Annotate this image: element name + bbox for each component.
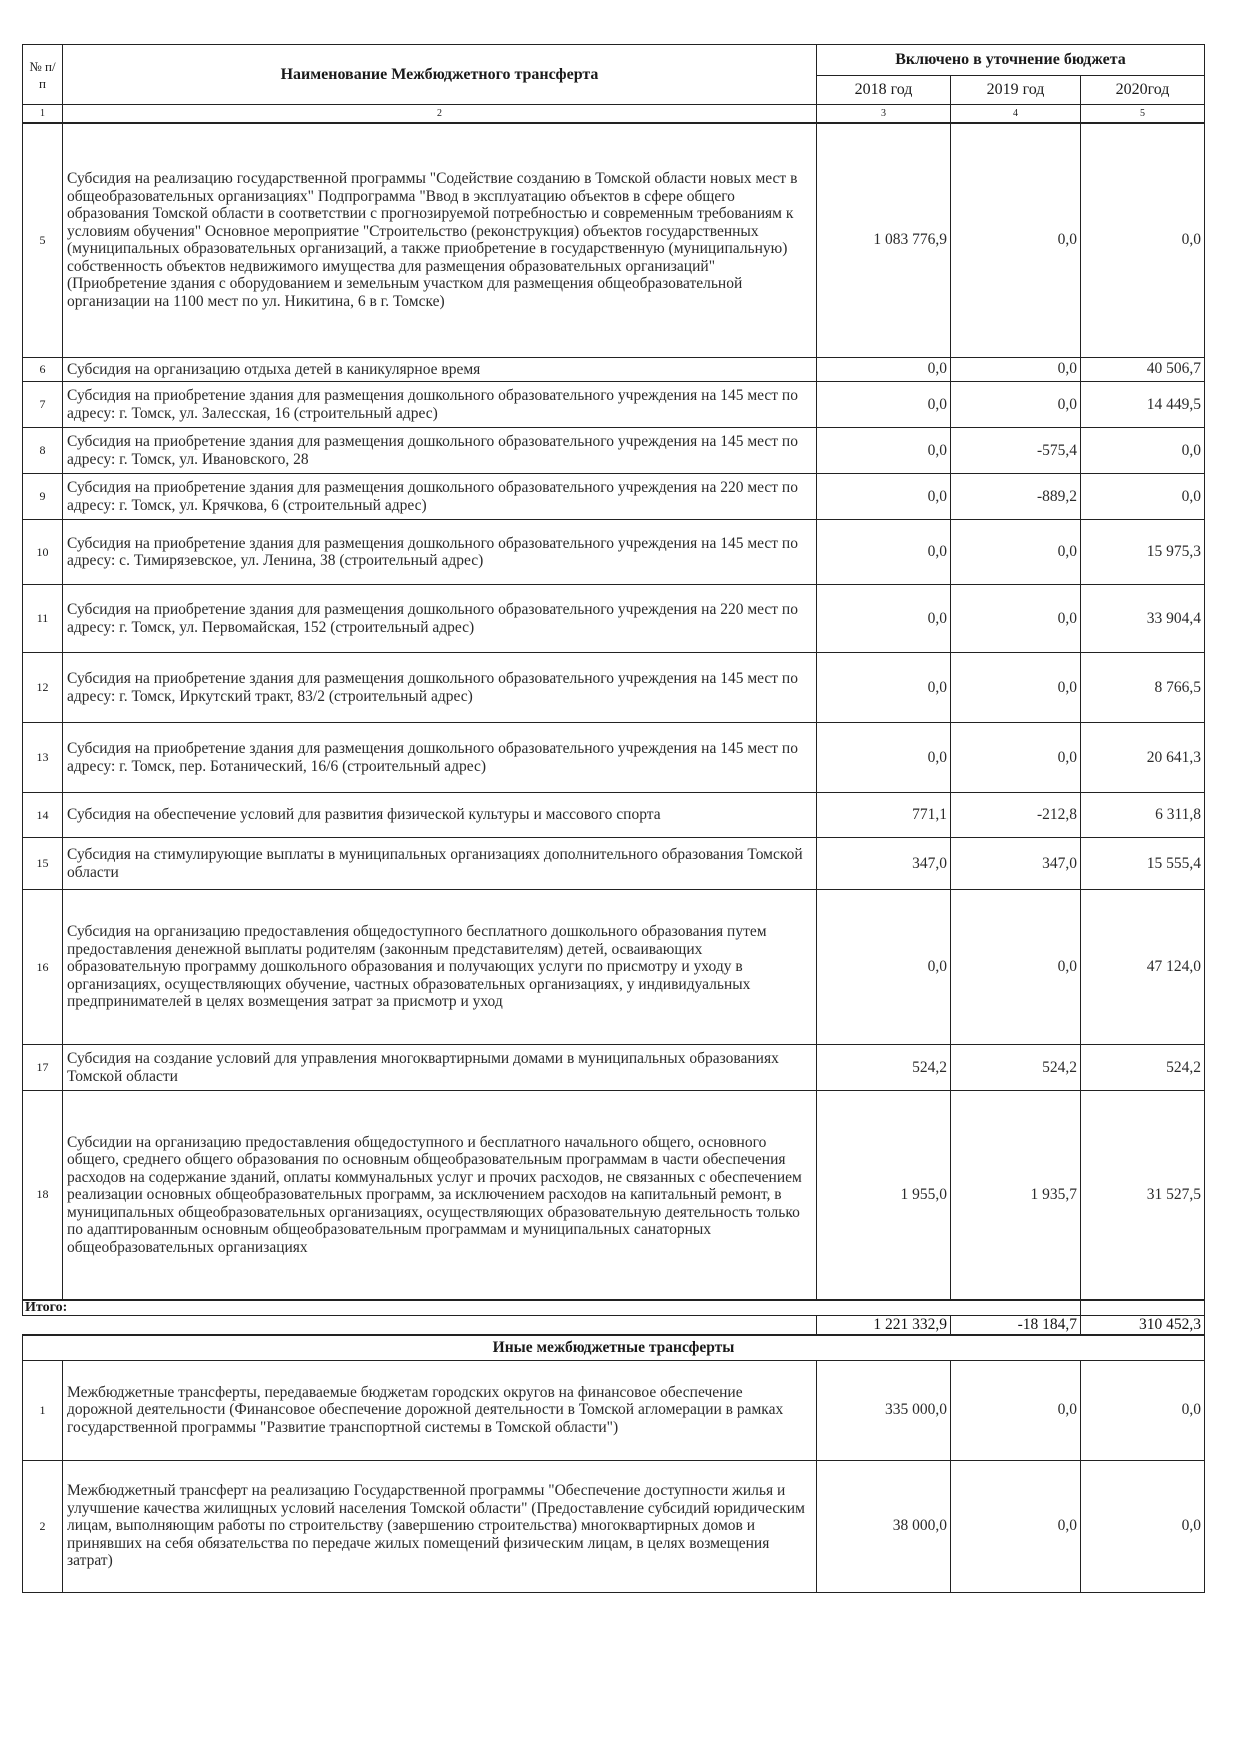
row-number: 14 <box>23 793 63 838</box>
transfer-name: Субсидия на приобретение здания для размещения дошкольного образовательного учреждения на 220 мест по адресу: г. Томск, ул. Крячкова, 6 (строительный адрес) <box>63 474 817 520</box>
value-2018: 335 000,0 <box>817 1360 951 1460</box>
total-row <box>23 1315 1205 1335</box>
table-header <box>23 45 1205 124</box>
value-2020: 0,0 <box>1081 474 1205 520</box>
value-2018: 771,1 <box>817 793 951 838</box>
transfer-name: Субсидия на создание условий для управления многоквартирными домами в муниципальных образованиях Томской области <box>63 1045 817 1091</box>
year-header-2018: 2018 год <box>817 76 951 105</box>
transfer-name: Субсидия на приобретение здания для размещения дошкольного образовательного учреждения на 145 мест по адресу: с. Тимирязевское, ул. Ленина, 38 (строительный адрес) <box>63 520 817 585</box>
table-row <box>23 723 1205 793</box>
section-header-row <box>23 1335 1205 1361</box>
value-2019: 1 935,7 <box>951 1091 1081 1300</box>
row-number: 17 <box>23 1045 63 1091</box>
value-2019: 0,0 <box>951 1360 1081 1460</box>
column-number: 3 <box>817 105 951 124</box>
value-2019: 0,0 <box>951 382 1081 428</box>
value-2018: 524,2 <box>817 1045 951 1091</box>
value-2020: 15 555,4 <box>1081 838 1205 890</box>
table-row <box>23 793 1205 838</box>
row-number: 6 <box>23 357 63 382</box>
column-number: 4 <box>951 105 1081 124</box>
value-2019: 0,0 <box>951 357 1081 382</box>
table-row <box>23 653 1205 723</box>
table-row <box>23 838 1205 890</box>
table-row <box>23 890 1205 1045</box>
value-2019: -212,8 <box>951 793 1081 838</box>
value-2020: 33 904,4 <box>1081 585 1205 653</box>
total-2019: -18 184,7 <box>951 1315 1081 1335</box>
value-2020: 0,0 <box>1081 428 1205 474</box>
value-2018: 0,0 <box>817 653 951 723</box>
transfer-name: Субсидия на приобретение здания для размещения дошкольного образовательного учреждения на 145 мест по адресу: г. Томск, Иркутский тракт, 83/2 (строительный адрес) <box>63 653 817 723</box>
column-number: 2 <box>63 105 817 124</box>
section-title: Иные межбюджетные трансферты <box>23 1335 1205 1361</box>
value-2020: 14 449,5 <box>1081 382 1205 428</box>
transfer-name: Субсидия на стимулирующие выплаты в муниципальных организациях дополнительного образования Томской области <box>63 838 817 890</box>
value-2019: 0,0 <box>951 1460 1081 1592</box>
group-header: Включено в уточнение бюджета <box>817 45 1205 76</box>
row-number: 13 <box>23 723 63 793</box>
transfer-name: Межбюджетный трансферт на реализацию Государственной программы "Обеспечение доступности жилья и улучшение качества жилищных условий населения Томской области" (Предоставление субсидий юридическим лицам, выполняющим работы по строительству (завершению строительства) многоквартирных домов и принявших на себя обязательства по передаче жилых помещений физическим лицам, в целях возмещения затрат) <box>63 1460 817 1592</box>
other-transfer-rows <box>23 1360 1205 1592</box>
value-2019: 347,0 <box>951 838 1081 890</box>
total-label-row <box>23 1300 1205 1316</box>
row-number: 12 <box>23 653 63 723</box>
table-row <box>23 520 1205 585</box>
total-label-spacer <box>1081 1300 1205 1316</box>
totals <box>23 1300 1205 1361</box>
row-number: 10 <box>23 520 63 585</box>
transfer-name: Межбюджетные трансферты, передаваемые бюджетам городских округов на финансовое обеспечение дорожной деятельности (Финансовое обеспечение дорожной деятельности в Томской агломерации в рамках государственной программы "Развитие транспортной системы в Томской области") <box>63 1360 817 1460</box>
value-2018: 1 083 776,9 <box>817 123 951 357</box>
row-number: 16 <box>23 890 63 1045</box>
value-2018: 0,0 <box>817 474 951 520</box>
value-2020: 6 311,8 <box>1081 793 1205 838</box>
table-row <box>23 357 1205 382</box>
total-2018: 1 221 332,9 <box>817 1315 951 1335</box>
transfer-name: Субсидия на приобретение здания для размещения дошкольного образовательного учреждения на 145 мест по адресу: г. Томск, пер. Ботанический, 16/6 (строительный адрес) <box>63 723 817 793</box>
value-2019: 0,0 <box>951 520 1081 585</box>
row-number: 18 <box>23 1091 63 1300</box>
value-2018: 0,0 <box>817 723 951 793</box>
value-2020: 47 124,0 <box>1081 890 1205 1045</box>
value-2020: 0,0 <box>1081 1360 1205 1460</box>
total-spacer <box>23 1315 817 1335</box>
year-header-2020: 2020год <box>1081 76 1205 105</box>
total-label: Итого: <box>23 1300 1081 1316</box>
row-number: 8 <box>23 428 63 474</box>
table-row <box>23 1460 1205 1592</box>
value-2020: 8 766,5 <box>1081 653 1205 723</box>
value-2018: 0,0 <box>817 357 951 382</box>
value-2020: 0,0 <box>1081 123 1205 357</box>
value-2018: 347,0 <box>817 838 951 890</box>
column-number: 1 <box>23 105 63 124</box>
column-number-row <box>23 105 1205 124</box>
value-2018: 0,0 <box>817 520 951 585</box>
value-2018: 0,0 <box>817 890 951 1045</box>
value-2020: 31 527,5 <box>1081 1091 1205 1300</box>
transfer-name: Субсидия на приобретение здания для размещения дошкольного образовательного учреждения на 145 мест по адресу: г. Томск, ул. Ивановского, 28 <box>63 428 817 474</box>
transfer-name: Субсидия на реализацию государственной программы "Содействие созданию в Томской области новых мест в общеобразовательных организациях" Подпрограмма "Ввод в эксплуатацию объектов в сфере общего образования Томской области в соответствии с прогнозируемой потребностью и современным требованиям к условиям обучения" Основное мероприятие "Строительство (реконструкция) объектов государственных (муниципальных образовательных организаций, а также приобретение в государственную (муниципальную) собственность объектов недвижимого имущества для размещения образовательных организаций" (Приобретение здания с оборудованием и земельным участком для размещения общеобразовательной организации на 1100 мест по ул. Никитина, 6 в г. Томске) <box>63 123 817 357</box>
table-row <box>23 1045 1205 1091</box>
row-number: 5 <box>23 123 63 357</box>
row-number: 15 <box>23 838 63 890</box>
value-2019: 0,0 <box>951 890 1081 1045</box>
table-row <box>23 1091 1205 1300</box>
row-number: 11 <box>23 585 63 653</box>
value-2020: 0,0 <box>1081 1460 1205 1592</box>
value-2020: 40 506,7 <box>1081 357 1205 382</box>
total-2020: 310 452,3 <box>1081 1315 1205 1335</box>
transfers-table <box>22 44 1205 1593</box>
value-2018: 0,0 <box>817 585 951 653</box>
row-number: 7 <box>23 382 63 428</box>
value-2020: 524,2 <box>1081 1045 1205 1091</box>
value-2019: -575,4 <box>951 428 1081 474</box>
value-2018: 38 000,0 <box>817 1460 951 1592</box>
row-number: 2 <box>23 1460 63 1592</box>
table-row <box>23 382 1205 428</box>
value-2019: 0,0 <box>951 653 1081 723</box>
value-2019: 0,0 <box>951 123 1081 357</box>
value-2018: 0,0 <box>817 382 951 428</box>
transfer-name: Субсидия на организацию отдыха детей в каникулярное время <box>63 357 817 382</box>
value-2018: 0,0 <box>817 428 951 474</box>
table-row <box>23 123 1205 357</box>
budget-document <box>22 44 1204 1593</box>
value-2020: 20 641,3 <box>1081 723 1205 793</box>
table-row <box>23 428 1205 474</box>
transfer-name: Субсидия на приобретение здания для размещения дошкольного образовательного учреждения на 145 мест по адресу: г. Томск, ул. Залесская, 16 (строительный адрес) <box>63 382 817 428</box>
value-2020: 15 975,3 <box>1081 520 1205 585</box>
transfer-name: Субсидия на приобретение здания для размещения дошкольного образовательного учреждения на 220 мест по адресу: г. Томск, ул. Первомайская, 152 (строительный адрес) <box>63 585 817 653</box>
row-number: 9 <box>23 474 63 520</box>
transfer-name: Субсидия на обеспечение условий для развития физической культуры и массового спорта <box>63 793 817 838</box>
table-row <box>23 585 1205 653</box>
value-2019: -889,2 <box>951 474 1081 520</box>
value-2018: 1 955,0 <box>817 1091 951 1300</box>
row-number: 1 <box>23 1360 63 1460</box>
name-header: Наименование Межбюджетного трансферта <box>63 45 817 105</box>
transfer-name: Субсидия на организацию предоставления общедоступного бесплатного дошкольного образования путем предоставления денежной выплаты родителям (законным представителям) детей, осваивающих образовательную программу дошкольного образования и получающих услуги по присмотру и уходу в организациях, осуществляющих обучение, частных образовательных организациях, у индивидуальных предпринимателей в целях возмещения затрат за присмотр и уход <box>63 890 817 1045</box>
value-2019: 0,0 <box>951 723 1081 793</box>
value-2019: 0,0 <box>951 585 1081 653</box>
table-row <box>23 474 1205 520</box>
table-row <box>23 1360 1205 1460</box>
year-header-2019: 2019 год <box>951 76 1081 105</box>
num-header: № п/п <box>23 45 63 105</box>
value-2019: 524,2 <box>951 1045 1081 1091</box>
column-number: 5 <box>1081 105 1205 124</box>
subsidy-rows <box>23 123 1205 1300</box>
transfer-name: Субсидии на организацию предоставления общедоступного и бесплатного начального общего, основного общего, среднего общего образования по основным общеобразовательным программам в части обеспечения расходов на содержание зданий, оплаты коммунальных услуг и прочих расходов, не связанных с обеспечением реализации основных общеобразовательных программ, за исключением расходов на капитальный ремонт, в муниципальных общеобразовательных организациях, осуществляющих образовательную деятельность только по адаптированным основным общеобразовательным программам и муниципальных санаторных общеобразовательных организациях <box>63 1091 817 1300</box>
